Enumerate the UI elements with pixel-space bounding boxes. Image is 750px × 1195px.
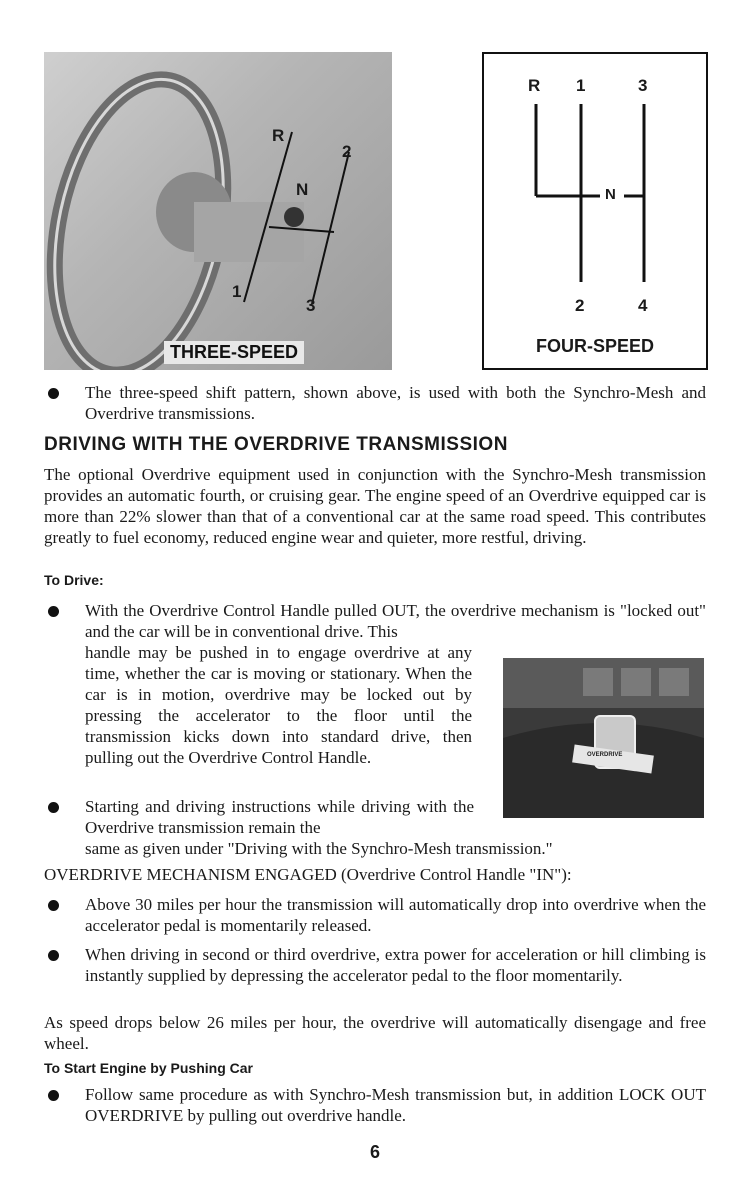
list-item: [44, 894, 706, 936]
bullet-icon: [48, 606, 59, 617]
overdrive-handle-illustration: [503, 658, 704, 818]
list-item-text: Follow same procedure as with Synchro-Mesh transmission but, in addition LOCK OUT OVERDRIVE by pulling out overdrive handle.: [85, 1085, 706, 1125]
list-item: [44, 600, 706, 642]
gear-label-2: 2: [575, 296, 585, 315]
four-speed-caption: FOUR-SPEED: [535, 336, 654, 356]
bullet-icon: [48, 950, 59, 961]
overdrive-handle-photo: [503, 658, 704, 818]
push-start-subheading: To Start Engine by Pushing Car: [44, 1060, 253, 1076]
list-item-text-top: With the Overdrive Control Handle pulled OUT, the overdrive mechanism is "locked out" and the car will be in conventional drive. This: [85, 601, 706, 641]
gear-label-1: 1: [576, 76, 586, 95]
list-item-text: The three-speed shift pattern, shown above, is used with both the Synchro-Mesh and Overdrive transmissions.: [85, 383, 706, 423]
list-item: [44, 382, 706, 424]
list-item-text-top: Starting and driving instructions while driving with the Overdrive transmission remain the: [85, 797, 474, 837]
three-speed-photo: [44, 52, 392, 370]
page-number: 6: [369, 1142, 380, 1162]
overdrive-handle-label: OVERDRIVE: [587, 752, 623, 758]
to-drive-subheading: To Drive:: [44, 572, 104, 588]
list-item: [44, 796, 474, 838]
gear-label-4: 4: [638, 296, 648, 315]
engaged-heading: OVERDRIVE MECHANISM ENGAGED (Overdrive Control Handle "IN"):: [44, 865, 572, 884]
list-item-text: Above 30 miles per hour the transmission will automatically drop into overdrive when the accelerator pedal is momentarily released.: [85, 895, 706, 935]
list-item: [44, 1084, 706, 1126]
overdrive-intro-paragraph: The optional Overdrive equipment used in conjunction with the Synchro-Mesh transmission provides an automatic fourth, or cruising gear. The engine speed of an Overdrive equipped car is more than 22% slower than that of a conventional car at the same road speed. This contributes greatly to fuel economy, reduced engine wear and quieter, more restful, driving.: [44, 465, 706, 547]
three-speed-caption: THREE-SPEED: [164, 341, 304, 364]
bullet-icon: [48, 900, 59, 911]
shift-pattern-lines: [484, 54, 706, 368]
gear-label-n: N: [605, 186, 616, 203]
list-item-text-wrapped: same as given under "Driving with the Synchro-Mesh transmission.": [85, 839, 553, 858]
list-item: [44, 944, 706, 986]
list-item-text-wrapped: handle may be pushed in to engage overdrive at any time, whether the car is moving or stationary. When the car is in motion, overdrive may be locked out by pressing the accelerator to the floor until the transmission kicks down into standard drive, then pulling out the Overdrive Control Handle.: [85, 643, 472, 767]
four-speed-diagram: [482, 52, 708, 370]
gear-label-1: 1: [232, 282, 242, 301]
gear-label-3: 3: [306, 296, 316, 315]
gear-label-r: R: [272, 126, 285, 145]
steering-column-illustration: [44, 52, 392, 370]
speed-drops-paragraph: As speed drops below 26 miles per hour, the overdrive will automatically disengage and free wheel.: [44, 1013, 706, 1053]
list-item-text: When driving in second or third overdrive, extra power for acceleration or hill climbing is instantly supplied by depressing the accelerator pedal to the floor momentarily.: [85, 945, 706, 985]
gear-label-n: N: [296, 180, 309, 199]
gear-label-r: R: [528, 76, 541, 95]
bullet-icon: [48, 802, 59, 813]
bullet-icon: [48, 1090, 59, 1101]
bullet-icon: [48, 388, 59, 399]
gear-label-2: 2: [342, 142, 352, 161]
gear-label-3: 3: [638, 76, 648, 95]
section-heading: DRIVING WITH THE OVERDRIVE TRANSMISSION: [44, 434, 508, 455]
